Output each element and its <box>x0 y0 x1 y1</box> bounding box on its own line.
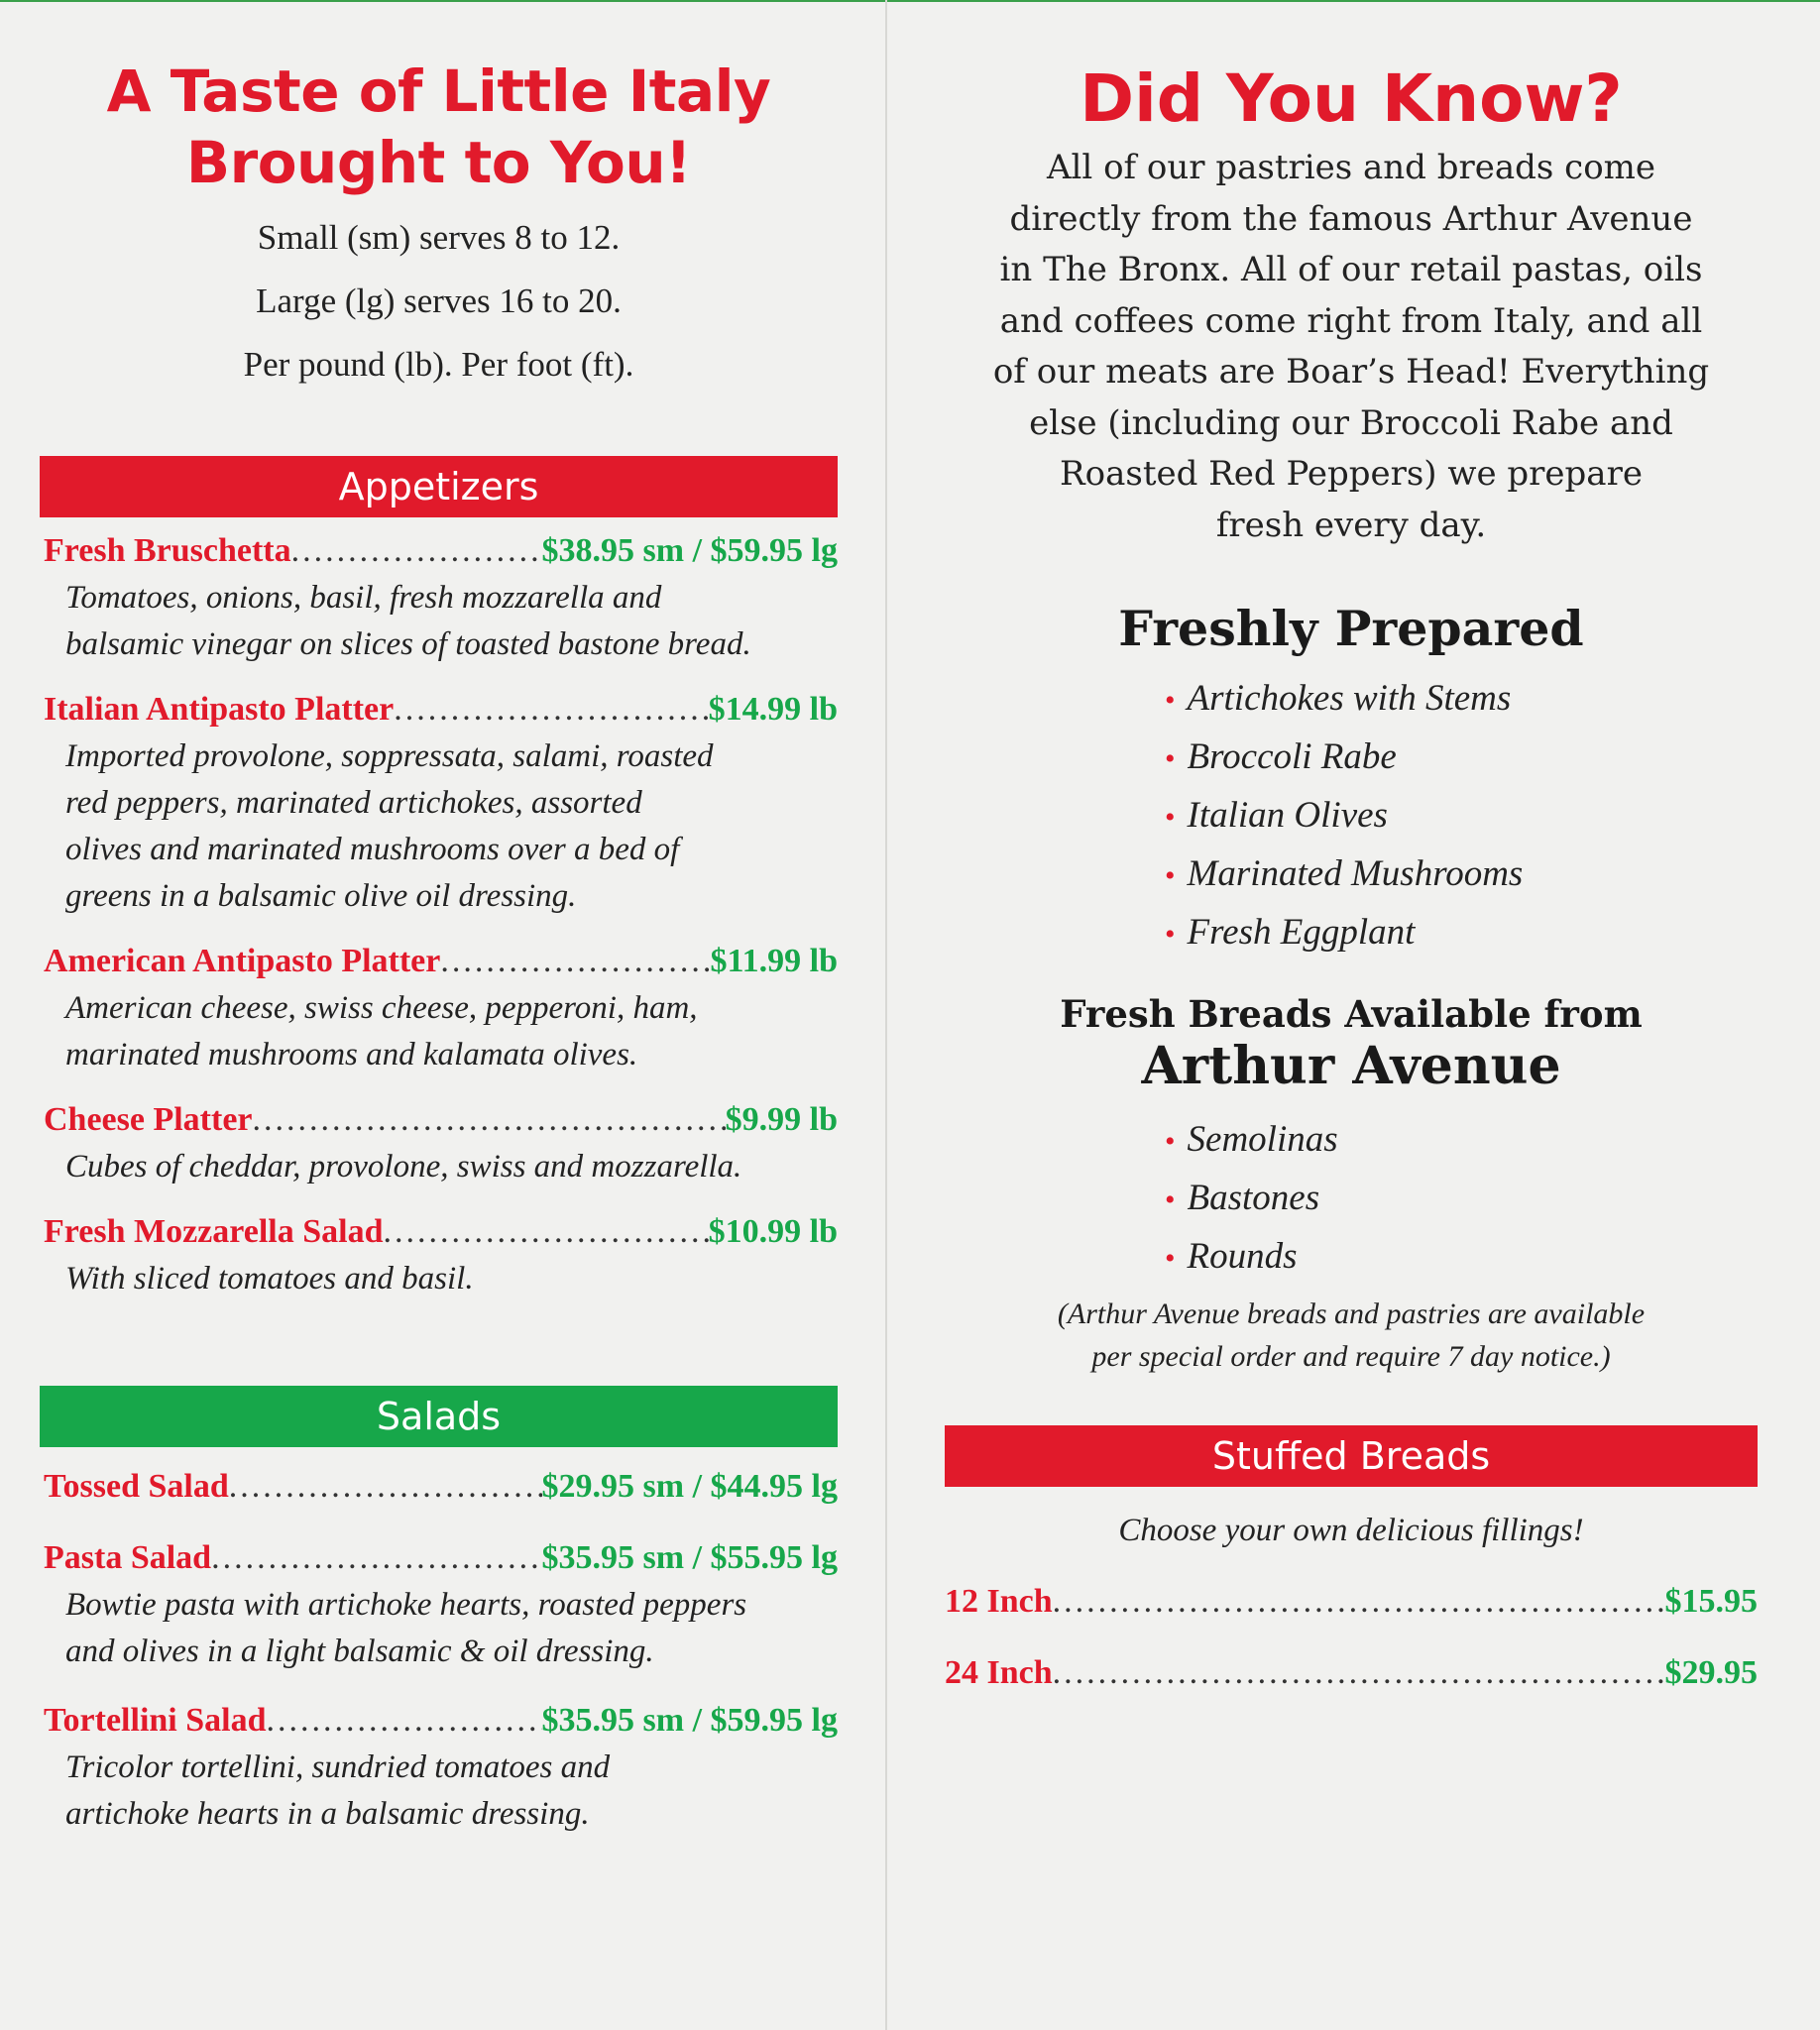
dot-leader <box>383 1210 708 1254</box>
size-legend-large: Large (lg) serves 16 to 20. <box>256 282 622 320</box>
description-line: American cheese, swiss cheese, pepperoni, ham, <box>65 990 698 1026</box>
description-line: Tricolor tortellini, sundried tomatoes and <box>65 1749 611 1785</box>
menu-item-row <box>44 1536 838 1580</box>
bullet-icon: • <box>1165 859 1176 892</box>
item-name: Italian Antipasto Platter <box>44 691 395 728</box>
list-item-text: Broccoli Rabe <box>1187 736 1397 777</box>
menu-item-row <box>44 1465 838 1509</box>
item-name: Tossed Salad <box>44 1468 229 1505</box>
menu-item-12-inch <box>945 1580 1758 1624</box>
stuffed-breads-heading: Stuffed Breads <box>945 1425 1758 1487</box>
know-line: else (including our Broccoli Rabe and <box>1029 402 1673 443</box>
salads-heading: Salads <box>40 1386 838 1447</box>
size-legend <box>40 206 838 396</box>
know-line: in The Bronx. All of our retail pastas, oils <box>999 250 1703 289</box>
item-description <box>65 1582 838 1675</box>
item-description <box>65 575 838 668</box>
menu-item-tossed-salad <box>44 1465 838 1509</box>
dot-leader <box>229 1465 542 1509</box>
item-description <box>65 1745 838 1838</box>
dot-leader <box>394 688 708 732</box>
breads-note <box>945 1293 1758 1378</box>
description-line: With sliced tomatoes and basil. <box>65 1261 474 1297</box>
list-item-text: Bastones <box>1187 1178 1320 1218</box>
list-item-text: Artichokes with Stems <box>1187 678 1512 719</box>
know-line: Roasted Red Peppers) we prepare <box>1060 454 1643 494</box>
list-item-text: Semolinas <box>1187 1119 1338 1160</box>
item-name: Fresh Mozzarella Salad <box>44 1213 384 1250</box>
dot-leader <box>1053 1651 1665 1695</box>
menu-item-row <box>44 1699 838 1743</box>
menu-item-american-antipasto <box>44 940 838 1078</box>
item-price: $15.95 <box>1664 1583 1758 1620</box>
know-line: All of our pastries and breads come <box>1046 148 1656 187</box>
menu-item-row <box>44 940 838 983</box>
dot-leader <box>253 1098 726 1142</box>
dot-leader <box>440 940 710 983</box>
list-item-text: Marinated Mushrooms <box>1187 853 1524 894</box>
list-item-text: Italian Olives <box>1187 795 1388 836</box>
description-line: Cubes of cheddar, provolone, swiss and mozzarella. <box>65 1149 742 1184</box>
item-price: $11.99 lb <box>710 943 838 979</box>
item-price: $35.95 sm / $59.95 lg <box>541 1702 838 1739</box>
bullet-icon: • <box>1165 1242 1176 1275</box>
list-item-text: Rounds <box>1187 1236 1298 1277</box>
item-price: $10.99 lb <box>708 1213 838 1250</box>
left-title <box>40 0 838 198</box>
dot-leader <box>1053 1580 1665 1624</box>
right-title: Did You Know? <box>1080 60 1623 137</box>
fresh-breads-list <box>945 1111 1758 1287</box>
know-line: of our meats are Boar’s Head! Everything <box>992 352 1710 392</box>
description-line: Tomatoes, onions, basil, fresh mozzarella and <box>65 580 662 616</box>
menu-item-italian-antipasto <box>44 688 838 920</box>
list-item <box>1165 670 1758 729</box>
menu-item-row <box>44 1210 838 1254</box>
left-panel <box>40 0 838 1838</box>
left-title-line-2: Brought to You! <box>185 129 692 196</box>
size-legend-small: Small (sm) serves 8 to 12. <box>257 218 621 257</box>
bullet-icon: • <box>1165 1184 1176 1216</box>
item-name: 12 Inch <box>945 1583 1053 1620</box>
list-item <box>1165 904 1758 962</box>
right-panel <box>945 0 1758 1695</box>
menu-item-row <box>44 688 838 732</box>
panel-fold <box>885 0 887 2030</box>
know-line: fresh every day. <box>1215 505 1487 545</box>
description-line: balsamic vinegar on slices of toasted bastone bread. <box>65 626 751 662</box>
item-description <box>65 1144 838 1190</box>
menu-item-fresh-bruschetta <box>44 529 838 668</box>
know-line: directly from the famous Arthur Avenue <box>1009 198 1693 239</box>
description-line: artichoke hearts in a balsamic dressing. <box>65 1796 590 1832</box>
note-line: per special order and require 7 day notice.) <box>1091 1340 1611 1373</box>
item-description <box>65 733 838 920</box>
menu-item-row <box>44 529 838 573</box>
item-name: Cheese Platter <box>44 1101 253 1138</box>
item-name: American Antipasto Platter <box>44 943 441 979</box>
item-price: $35.95 sm / $55.95 lg <box>541 1539 838 1576</box>
stuffed-breads-list <box>945 1580 1758 1695</box>
know-line: and coffees come right from Italy, and all <box>999 300 1703 341</box>
item-price: $14.99 lb <box>708 691 838 728</box>
description-line: Bowtie pasta with artichoke hearts, roasted peppers <box>65 1587 747 1623</box>
item-price: $29.95 sm / $44.95 lg <box>541 1468 838 1505</box>
salads-list <box>40 1465 838 1838</box>
item-price: $38.95 sm / $59.95 lg <box>541 532 838 569</box>
fresh-breads-heading: Fresh Breads Available from <box>1060 992 1643 1036</box>
menu-item-fresh-mozzarella-salad <box>44 1210 838 1302</box>
item-name: 24 Inch <box>945 1654 1053 1691</box>
description-line: marinated mushrooms and kalamata olives. <box>65 1037 638 1072</box>
item-price: $9.99 lb <box>725 1101 838 1138</box>
did-you-know-text <box>945 143 1758 551</box>
list-item <box>1165 1111 1758 1170</box>
item-name: Tortellini Salad <box>44 1702 267 1739</box>
item-name: Pasta Salad <box>44 1539 212 1576</box>
bullet-icon: • <box>1165 1125 1176 1158</box>
dot-leader <box>211 1536 541 1580</box>
description-line: and olives in a light balsamic & oil dressing. <box>65 1634 654 1669</box>
list-item-text: Fresh Eggplant <box>1187 912 1416 953</box>
dot-leader <box>267 1699 542 1743</box>
bullet-icon: • <box>1165 801 1176 834</box>
freshly-prepared-list <box>945 670 1758 962</box>
freshly-prepared-heading: Freshly Prepared <box>1118 600 1584 657</box>
description-line: Imported provolone, soppressata, salami, roasted <box>65 738 714 774</box>
menu-item-tortellini-salad <box>44 1699 838 1838</box>
list-item <box>1165 846 1758 904</box>
item-description <box>65 985 838 1078</box>
arthur-avenue-heading: Arthur Avenue <box>1141 1036 1561 1096</box>
menu-item-pasta-salad <box>44 1536 838 1675</box>
bullet-icon: • <box>1165 918 1176 951</box>
stuffed-breads-tagline: Choose your own delicious fillings! <box>1118 1513 1584 1548</box>
appetizers-heading: Appetizers <box>40 456 838 517</box>
bullet-icon: • <box>1165 742 1176 775</box>
appetizers-list <box>40 529 838 1302</box>
size-legend-units: Per pound (lb). Per foot (ft). <box>243 345 634 384</box>
item-description <box>65 1256 838 1302</box>
list-item <box>1165 787 1758 846</box>
description-line: red peppers, marinated artichokes, assorted <box>65 785 642 821</box>
bullet-icon: • <box>1165 684 1176 717</box>
list-item <box>1165 1170 1758 1228</box>
note-line: (Arthur Avenue breads and pastries are available <box>1057 1297 1646 1330</box>
menu-item-24-inch <box>945 1651 1758 1695</box>
item-name: Fresh Bruschetta <box>44 532 291 569</box>
left-title-line-1: A Taste of Little Italy <box>106 57 771 125</box>
dot-leader <box>291 529 542 573</box>
menu-item-cheese-platter <box>44 1098 838 1190</box>
list-item <box>1165 729 1758 787</box>
menu-item-row <box>44 1098 838 1142</box>
description-line: olives and marinated mushrooms over a bed of <box>65 832 680 867</box>
list-item <box>1165 1228 1758 1287</box>
description-line: greens in a balsamic olive oil dressing. <box>65 878 577 914</box>
item-price: $29.95 <box>1664 1654 1758 1691</box>
